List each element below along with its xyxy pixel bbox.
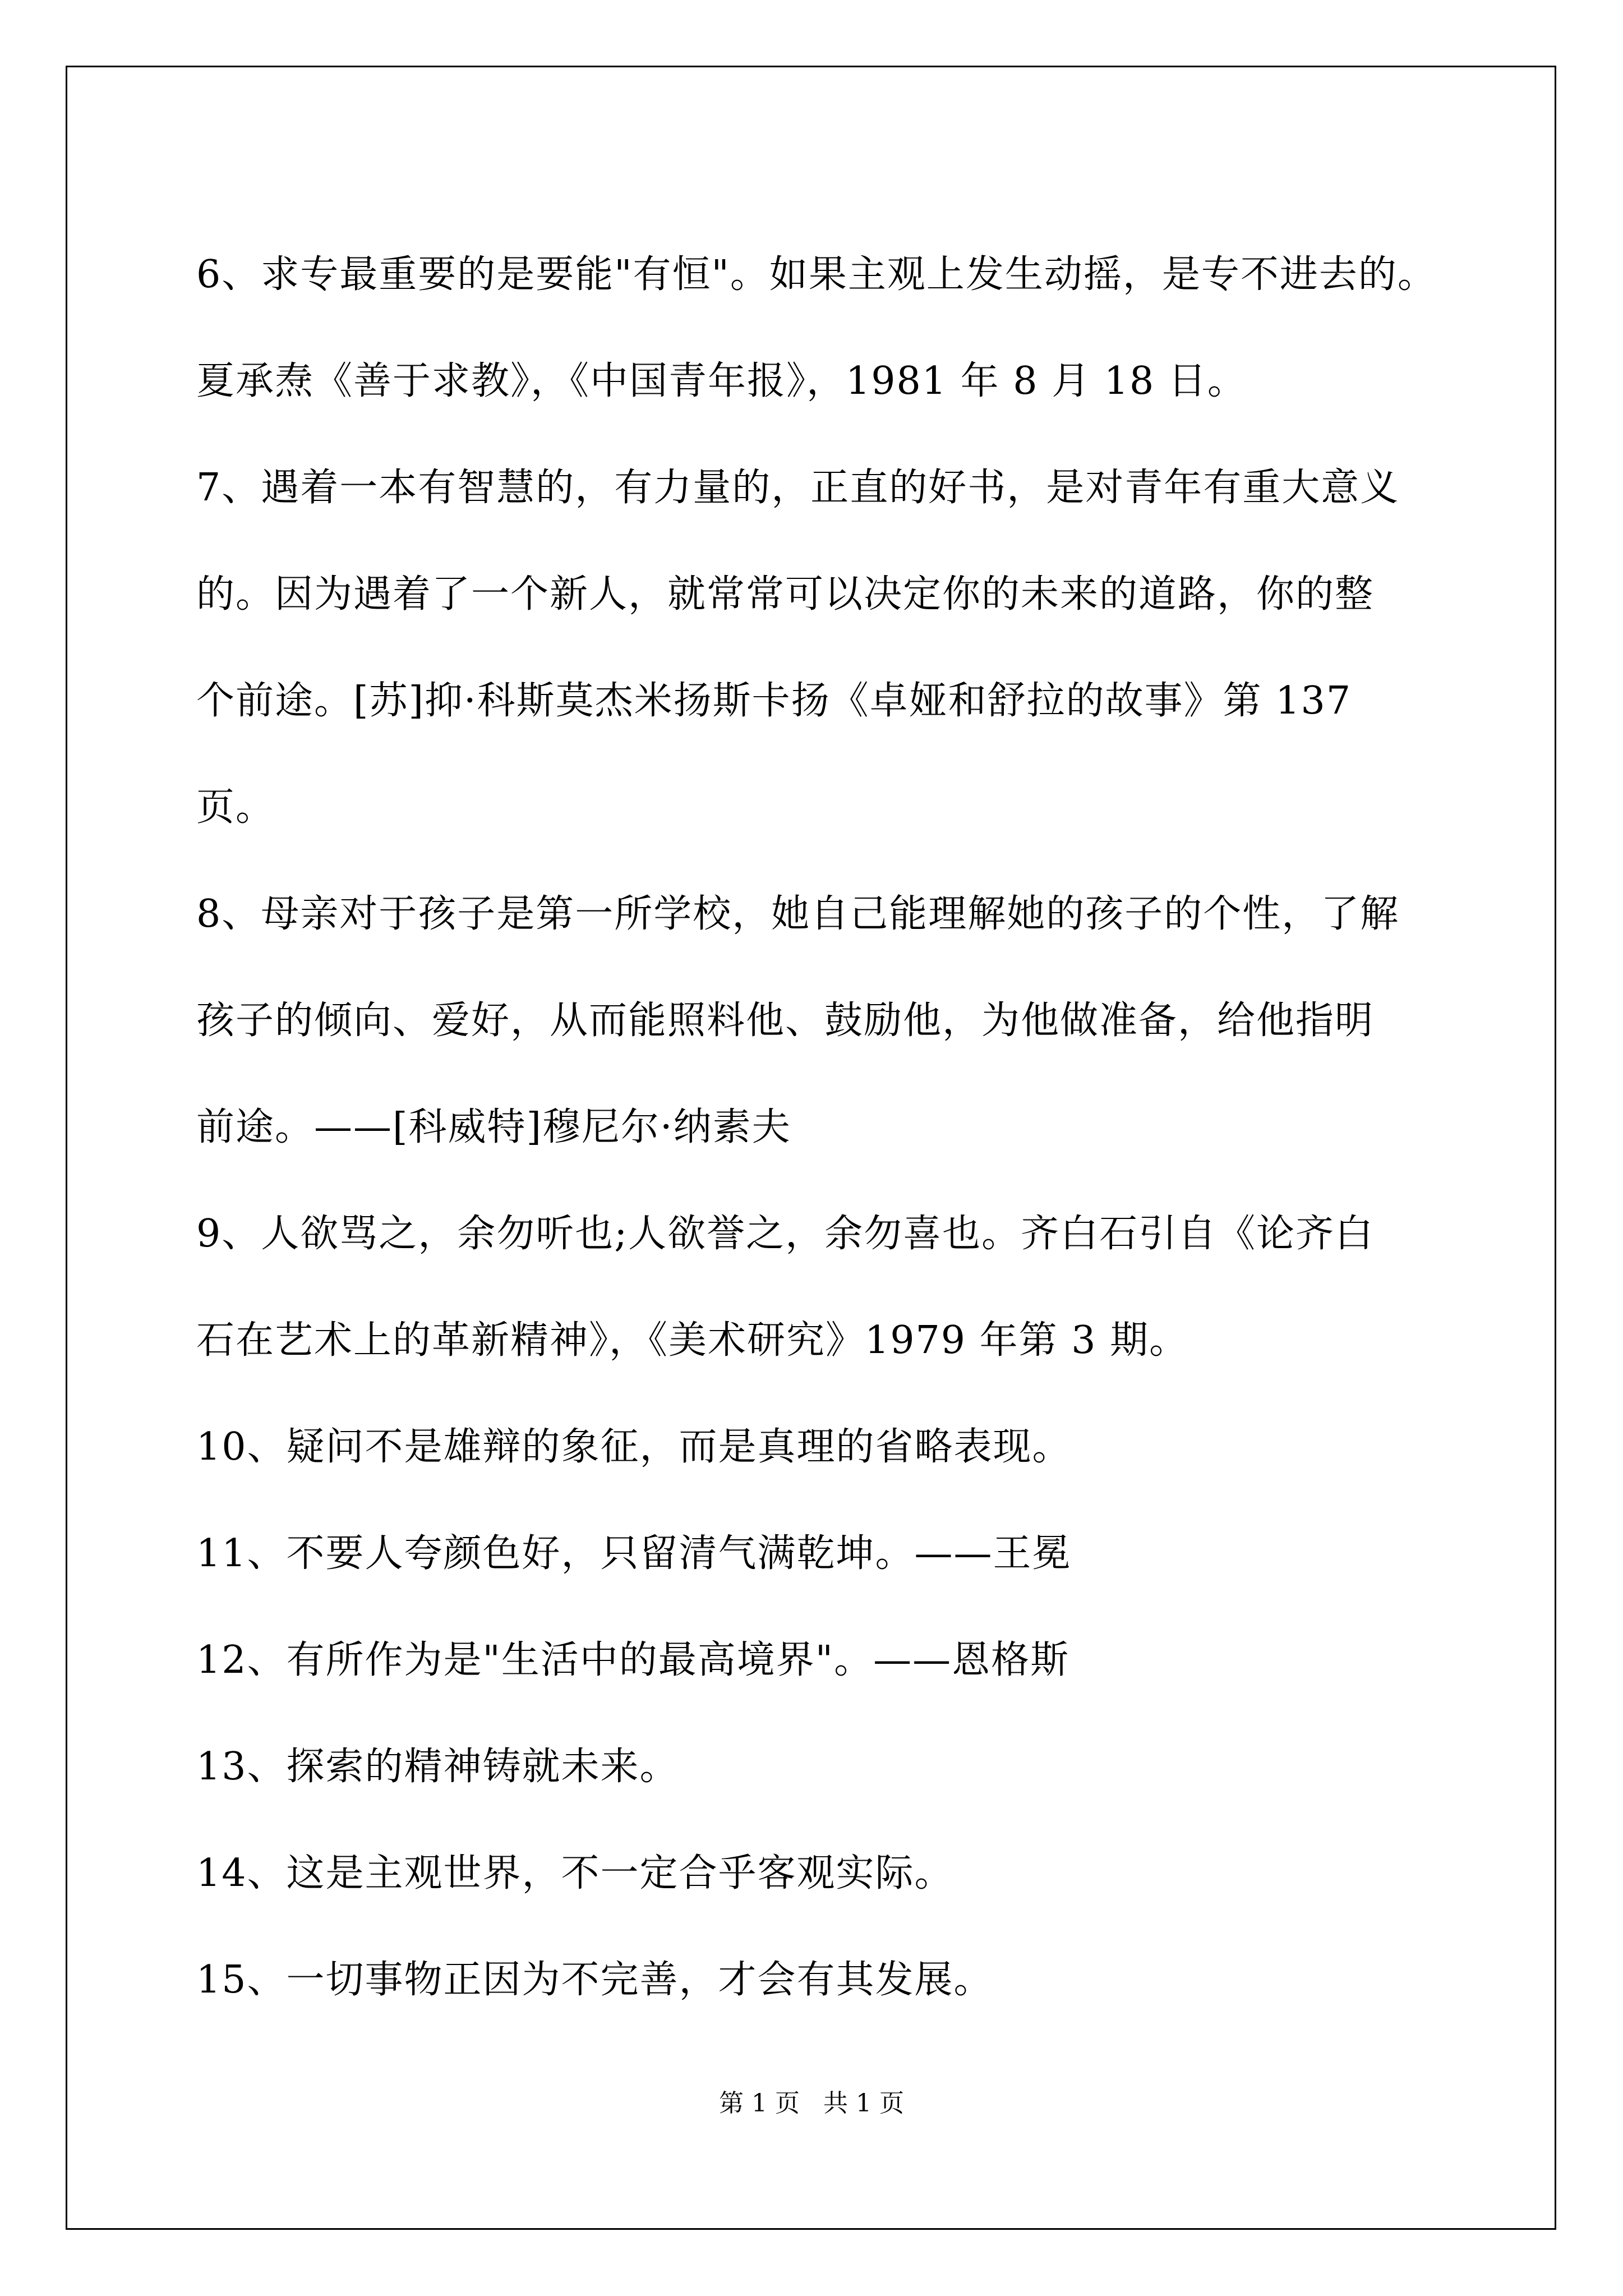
text-line: 10、疑问不是雄辩的象征，而是真理的省略表现。 [196, 1425, 1072, 1469]
page-footer: 第 1 页 共 1 页 [719, 2089, 904, 2118]
text-line: 8、母亲对于孩子是第一所学校，她自己能理解她的孩子的个性，了解 [196, 892, 1400, 936]
text-line: 14、这是主观世界，不一定合乎客观实际。 [196, 1851, 954, 1895]
text-line: 页。 [196, 785, 275, 830]
text-line: 孩子的倾向、爱好，从而能照料他、鼓励他，为他做准备，给他指明 [196, 999, 1375, 1043]
text-line: 7、遇着一本有智慧的，有力量的，正直的好书，是对青年有重大意义 [196, 466, 1400, 510]
text-line: 12、有所作为是"生活中的最高境界"。——恩格斯 [196, 1638, 1070, 1682]
text-line: 夏承焘《善于求教》，《中国青年报》，1981 年 8 月 18 日。 [196, 359, 1247, 403]
text-line: 个前途。[苏]抑·科斯莫杰米扬斯卡扬《卓娅和舒拉的故事》第 137 [196, 679, 1352, 723]
text-line: 13、探索的精神铸就未来。 [196, 1745, 679, 1789]
text-line: 15、一切事物正因为不完善，才会有其发展。 [196, 1958, 993, 2002]
text-line: 石在艺术上的革新精神》，《美术研究》1979 年第 3 期。 [196, 1318, 1189, 1363]
text-line: 的。因为遇着了一个新人，就常常可以决定你的未来的道路，你的整 [196, 572, 1375, 616]
document-body [196, 222, 1497, 2033]
text-line: 6、求专最重要的是要能"有恒"。如果主观上发生动摇，是专不进去的。 [196, 252, 1437, 297]
text-line: 11、不要人夸颜色好，只留清气满乾坤。——王冕 [196, 1531, 1072, 1576]
text-line: 9、人欲骂之，余勿听也;人欲誉之，余勿喜也。齐白石引自《论齐白 [196, 1212, 1375, 1256]
text-line: 前途。——[科威特]穆尼尔·纳素夫 [196, 1105, 791, 1149]
